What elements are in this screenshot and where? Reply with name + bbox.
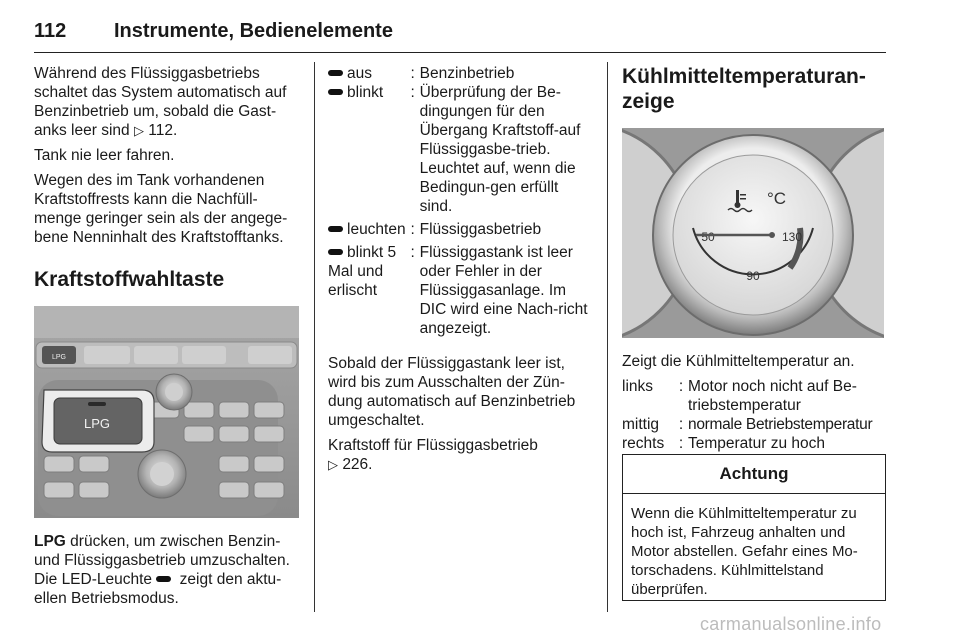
paragraph: Tank nie leer fahren.: [34, 147, 175, 164]
coolant-gauge-photo: [622, 128, 884, 338]
paragraph: Sobald der Flüssiggastank leer ist, wird bis zum Ausschalten der Zün-dung automatisch auf Benzinbetrieb umgeschaltet.: [328, 355, 576, 429]
page-title: Instrumente, Bedienelemente: [114, 20, 393, 42]
gauge-tick-label: 90: [746, 269, 760, 283]
warning-title: Achtung: [623, 455, 885, 494]
paragraph: Kraftstoff für Flüssiggasbetrieb ▷ 226.: [328, 437, 538, 473]
watermark: carmanualsonline.info: [700, 614, 882, 634]
led-indicator-icon: [328, 89, 343, 95]
lpg-button-large-label: LPG: [83, 416, 111, 431]
paragraph: Während des Flüssiggasbetriebs schaltet das System automatisch auf Benzinbetrieb um, sobald die Gast-anks leer sind ▷ 112.: [34, 65, 287, 139]
lpg-button-photo: [34, 306, 299, 518]
reference-arrow-icon: ▷: [328, 457, 338, 472]
column-right: [622, 64, 886, 453]
led-indicator-icon: [328, 70, 343, 76]
warning-text: Wenn die Kühlmitteltemperatur zu hoch ist, Fahrzeug anhalten und Motor abstellen. Gefahr eines Mo-torschadens. Kühlmittelstand überprüfen.: [631, 505, 858, 598]
reference-arrow-icon: ▷: [133, 123, 144, 138]
gauge-tick-label: 50: [701, 230, 715, 244]
column-left: [34, 64, 300, 614]
table-row: blinkt : Überprüfung der Be-dingungen für den Übergang Kraftstoff-auf Flüssiggasbe-trieb. Leuchtet auf, wenn die Bedingun-gen erfüllt sind.: [328, 83, 593, 220]
table-row: leuchten : Flüssiggasbetrieb: [328, 220, 593, 243]
led-status-table: [328, 64, 593, 338]
gauge-caption: Zeigt die Kühlmitteltemperatur an.: [622, 353, 855, 370]
gauge-unit-label: °C: [767, 189, 787, 208]
table-row: links : Motor noch nicht auf Be-triebstemperatur: [622, 378, 857, 414]
photo-caption: LPG drücken, um zwischen Benzin- und Flüssiggasbetrieb umzuschalten. Die LED-Leuchte zeigt den aktu-ellen Betriebsmodus.: [34, 533, 290, 607]
paragraph: Wegen des im Tank vorhandenen Kraftstoffrests kann die Nachfüll-menge geringer sein als der angege-bene Nenninhalt des Kraftstofftanks.: [34, 172, 288, 246]
section-heading: Kraftstoffwahltaste: [34, 268, 225, 291]
lpg-button-small-label: LPG: [51, 354, 67, 361]
page-header: [34, 20, 886, 53]
column-divider: [314, 62, 315, 612]
table-row: blinkt 5 Mal und erlischt : Flüssiggastank ist leer oder Fehler in der Flüssiggasanlage. Im DIC wird eine Nach-richt angezeigt.: [328, 244, 588, 337]
column-divider: [607, 62, 608, 612]
page-reference-link[interactable]: 226.: [342, 456, 373, 473]
page-reference-link[interactable]: 112.: [148, 122, 178, 139]
page-number: 112: [34, 20, 67, 42]
gauge-tick-label: 130: [781, 230, 803, 244]
column-middle: [328, 64, 593, 480]
section-heading: Kühlmitteltemperaturan-zeige: [622, 65, 866, 113]
table-row: mittig : normale Betriebstemperatur: [622, 416, 873, 433]
led-indicator-icon: [328, 226, 343, 232]
gauge-position-table: [622, 377, 886, 453]
table-row: rechts : Temperatur zu hoch: [622, 435, 825, 452]
warning-box: [622, 454, 886, 601]
led-indicator-icon: [156, 576, 171, 582]
led-indicator-icon: [328, 249, 343, 255]
table-row: aus : Benzinbetrieb: [328, 64, 593, 83]
